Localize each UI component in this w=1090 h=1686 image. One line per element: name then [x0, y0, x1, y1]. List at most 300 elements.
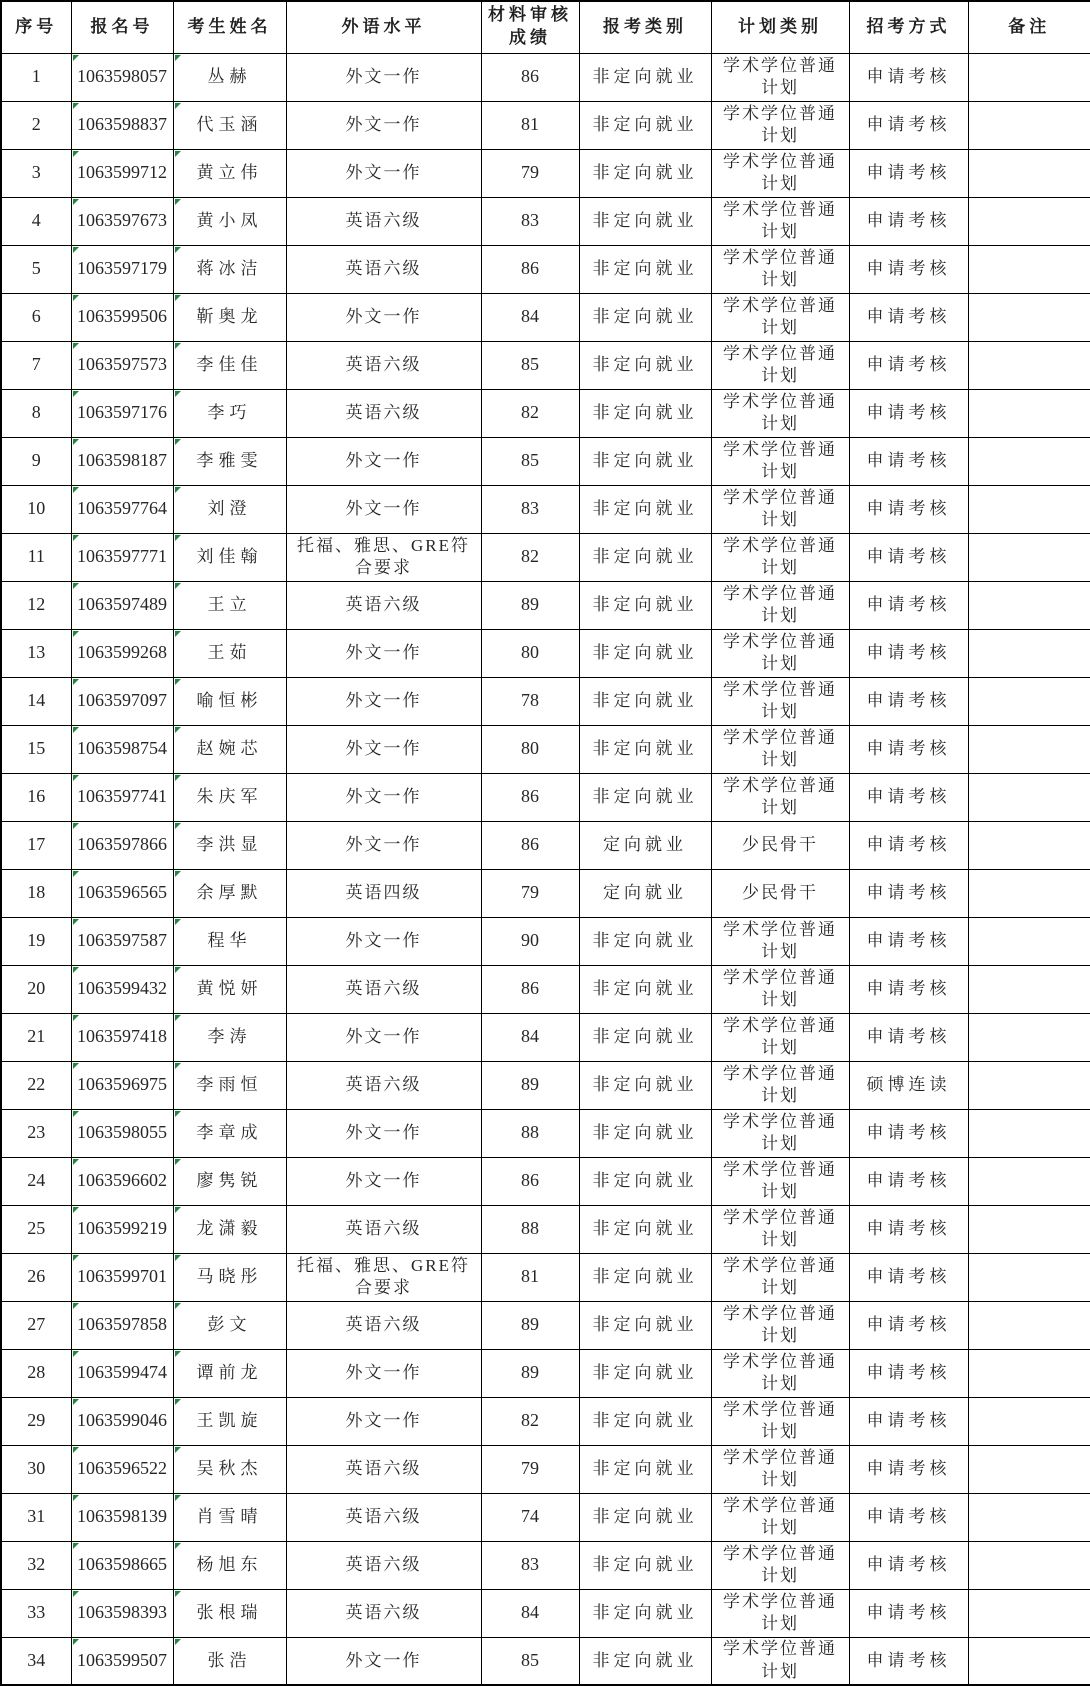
- cell-registration-number: [71, 821, 173, 869]
- cell-text: 英语六级: [345, 258, 422, 278]
- cell-text: 马晓彤: [196, 1266, 263, 1286]
- cell-text: 英语六级: [345, 594, 422, 614]
- cell-review-score: [481, 53, 579, 101]
- cell-review-score: [481, 677, 579, 725]
- excel-error-marker-icon: [73, 1111, 79, 1117]
- cell-text: 黄立伟: [196, 162, 263, 182]
- cell-text: 学术学位普通计划: [723, 247, 837, 289]
- excel-error-marker-icon: [73, 1495, 79, 1501]
- cell-registration-number: [71, 101, 173, 149]
- cell-index: [1, 773, 71, 821]
- cell-plan-category: [711, 1493, 849, 1541]
- excel-error-marker-icon: [175, 391, 181, 397]
- cell-text: 学术学位普通计划: [723, 199, 837, 241]
- cell-text: 申请考核: [866, 1410, 951, 1430]
- excel-error-marker-icon: [175, 1447, 181, 1453]
- cell-text: 1063596602: [77, 1170, 167, 1191]
- excel-error-marker-icon: [73, 439, 79, 445]
- cell-text: 非定向就业: [592, 1122, 698, 1142]
- cell-text: 申请考核: [866, 546, 951, 566]
- table-row: [1, 677, 1090, 725]
- cell-review-score: [481, 197, 579, 245]
- cell-remark: [968, 581, 1090, 629]
- table-row: [1, 1301, 1090, 1349]
- cell-review-score: [481, 485, 579, 533]
- cell-text: 学术学位普通计划: [723, 55, 837, 97]
- cell-text: 1063598057: [77, 66, 167, 87]
- cell-review-score: [481, 341, 579, 389]
- cell-recruitment-method: [849, 437, 968, 485]
- cell-text: 1063597489: [77, 594, 167, 615]
- cell-application-category: [579, 917, 711, 965]
- cell-text: 83: [521, 1554, 539, 1575]
- cell-remark: [968, 677, 1090, 725]
- cell-text: 86: [521, 834, 539, 855]
- excel-error-marker-icon: [73, 535, 79, 541]
- cell-text: 少民骨干: [742, 834, 818, 854]
- cell-index: [1, 437, 71, 485]
- cell-candidate-name: [173, 1205, 286, 1253]
- excel-error-marker-icon: [175, 823, 181, 829]
- table-row: [1, 917, 1090, 965]
- excel-error-marker-icon: [175, 1495, 181, 1501]
- cell-plan-category: [711, 773, 849, 821]
- cell-text: 申请考核: [866, 930, 951, 950]
- cell-review-score: [481, 1301, 579, 1349]
- cell-application-category: [579, 1253, 711, 1301]
- cell-text: 申请考核: [866, 450, 951, 470]
- cell-review-score: [481, 1637, 579, 1685]
- cell-text: 3: [31, 162, 41, 183]
- cell-text: 申请考核: [866, 690, 951, 710]
- cell-remark: [968, 1061, 1090, 1109]
- cell-text: 刘佳翰: [196, 546, 263, 566]
- cell-foreign-language-level: [286, 1253, 481, 1301]
- cell-application-category: [579, 821, 711, 869]
- cell-plan-category: [711, 1589, 849, 1637]
- excel-error-marker-icon: [73, 871, 79, 877]
- cell-text: 非定向就业: [592, 1410, 698, 1430]
- cell-text: 21: [27, 1026, 46, 1047]
- table-row: [1, 725, 1090, 773]
- table-row: [1, 1493, 1090, 1541]
- cell-text: 申请考核: [866, 1026, 951, 1046]
- excel-error-marker-icon: [73, 1639, 79, 1645]
- cell-review-score: [481, 1493, 579, 1541]
- cell-text: 外文一作: [345, 1170, 422, 1190]
- table-row: [1, 1541, 1090, 1589]
- cell-text: 外文一作: [345, 498, 422, 518]
- cell-text: 程华: [207, 930, 252, 950]
- col-header-foreign-language-level: 外语水平: [286, 1, 481, 53]
- cell-text: 王立: [207, 594, 252, 614]
- cell-foreign-language-level: [286, 1205, 481, 1253]
- cell-text: 英语六级: [345, 210, 422, 230]
- cell-text: 非定向就业: [592, 930, 698, 950]
- cell-text: 学术学位普通计划: [723, 103, 837, 145]
- excel-error-marker-icon: [175, 1111, 181, 1117]
- cell-foreign-language-level: [286, 341, 481, 389]
- excel-error-marker-icon: [175, 679, 181, 685]
- cell-text: 29: [27, 1410, 46, 1431]
- cell-text: 1063599712: [77, 162, 167, 183]
- cell-foreign-language-level: [286, 629, 481, 677]
- cell-remark: [968, 821, 1090, 869]
- cell-candidate-name: [173, 1349, 286, 1397]
- cell-remark: [968, 341, 1090, 389]
- excel-error-marker-icon: [175, 1303, 181, 1309]
- cell-index: [1, 1109, 71, 1157]
- cell-index: [1, 965, 71, 1013]
- cell-text: 81: [521, 1266, 539, 1287]
- cell-text: 黄小凤: [196, 210, 263, 230]
- table-row: [1, 1637, 1090, 1685]
- cell-text: 非定向就业: [592, 1074, 698, 1094]
- cell-text: 申请考核: [866, 402, 951, 422]
- cell-text: 89: [521, 1362, 539, 1383]
- excel-error-marker-icon: [175, 1015, 181, 1021]
- cell-text: 谭前龙: [196, 1362, 263, 1382]
- excel-error-marker-icon: [73, 1543, 79, 1549]
- cell-text: 11: [27, 546, 45, 567]
- cell-remark: [968, 149, 1090, 197]
- cell-text: 英语六级: [345, 354, 422, 374]
- cell-registration-number: [71, 917, 173, 965]
- cell-review-score: [481, 1061, 579, 1109]
- cell-registration-number: [71, 341, 173, 389]
- cell-text: 86: [521, 978, 539, 999]
- cell-foreign-language-level: [286, 437, 481, 485]
- cell-text: 李佳佳: [196, 354, 263, 374]
- cell-application-category: [579, 965, 711, 1013]
- cell-application-category: [579, 101, 711, 149]
- cell-remark: [968, 485, 1090, 533]
- cell-registration-number: [71, 1061, 173, 1109]
- cell-candidate-name: [173, 1061, 286, 1109]
- cell-text: 23: [27, 1122, 46, 1143]
- excel-error-marker-icon: [175, 1207, 181, 1213]
- cell-remark: [968, 1301, 1090, 1349]
- cell-foreign-language-level: [286, 965, 481, 1013]
- cell-application-category: [579, 1589, 711, 1637]
- excel-error-marker-icon: [73, 343, 79, 349]
- cell-text: 学术学位普通计划: [723, 343, 837, 385]
- cell-remark: [968, 1445, 1090, 1493]
- excel-error-marker-icon: [175, 871, 181, 877]
- cell-recruitment-method: [849, 197, 968, 245]
- cell-text: 学术学位普通计划: [723, 391, 837, 433]
- cell-foreign-language-level: [286, 1157, 481, 1205]
- cell-plan-category: [711, 1205, 849, 1253]
- excel-error-marker-icon: [73, 295, 79, 301]
- cell-text: 申请考核: [866, 1266, 951, 1286]
- cell-registration-number: [71, 1253, 173, 1301]
- cell-text: 89: [521, 594, 539, 615]
- cell-registration-number: [71, 149, 173, 197]
- cell-recruitment-method: [849, 1301, 968, 1349]
- cell-review-score: [481, 1253, 579, 1301]
- cell-foreign-language-level: [286, 197, 481, 245]
- cell-text: 1063597764: [77, 498, 167, 519]
- cell-text: 1063596565: [77, 882, 167, 903]
- cell-foreign-language-level: [286, 1493, 481, 1541]
- cell-text: 王茹: [207, 642, 252, 662]
- cell-review-score: [481, 917, 579, 965]
- excel-error-marker-icon: [175, 631, 181, 637]
- cell-text: 张根瑞: [196, 1602, 263, 1622]
- excel-error-marker-icon: [175, 1399, 181, 1405]
- cell-application-category: [579, 629, 711, 677]
- excel-error-marker-icon: [73, 1015, 79, 1021]
- cell-text: 李洪显: [196, 834, 263, 854]
- cell-text: 非定向就业: [592, 162, 698, 182]
- cell-plan-category: [711, 1301, 849, 1349]
- cell-index: [1, 581, 71, 629]
- cell-candidate-name: [173, 629, 286, 677]
- cell-application-category: [579, 1109, 711, 1157]
- cell-review-score: [481, 581, 579, 629]
- cell-text: 学术学位普通计划: [723, 583, 837, 625]
- cell-application-category: [579, 485, 711, 533]
- cell-plan-category: [711, 197, 849, 245]
- cell-recruitment-method: [849, 725, 968, 773]
- cell-plan-category: [711, 677, 849, 725]
- cell-text: 赵婉芯: [196, 738, 263, 758]
- cell-application-category: [579, 1493, 711, 1541]
- cell-text: 学术学位普通计划: [723, 1255, 837, 1297]
- cell-recruitment-method: [849, 629, 968, 677]
- cell-text: 1063599432: [77, 978, 167, 999]
- cell-text: 外文一作: [345, 450, 422, 470]
- cell-text: 学术学位普通计划: [723, 295, 837, 337]
- cell-text: 外文一作: [345, 690, 422, 710]
- cell-text: 非定向就业: [592, 498, 698, 518]
- cell-plan-category: [711, 581, 849, 629]
- cell-index: [1, 917, 71, 965]
- table-row: [1, 485, 1090, 533]
- cell-text: 申请考核: [866, 1170, 951, 1190]
- cell-text: 34: [27, 1649, 46, 1670]
- cell-remark: [968, 1349, 1090, 1397]
- cell-text: 19: [27, 930, 46, 951]
- cell-application-category: [579, 1541, 711, 1589]
- cell-text: 1063599046: [77, 1410, 167, 1431]
- cell-registration-number: [71, 1397, 173, 1445]
- cell-recruitment-method: [849, 677, 968, 725]
- cell-index: [1, 869, 71, 917]
- cell-text: 79: [521, 162, 539, 183]
- cell-plan-category: [711, 53, 849, 101]
- cell-text: 非定向就业: [592, 738, 698, 758]
- cell-text: 32: [27, 1554, 46, 1575]
- excel-error-marker-icon: [175, 151, 181, 157]
- cell-review-score: [481, 1589, 579, 1637]
- table-row: [1, 629, 1090, 677]
- cell-text: 非定向就业: [592, 1602, 698, 1622]
- cell-foreign-language-level: [286, 149, 481, 197]
- cell-index: [1, 1397, 71, 1445]
- table-row: [1, 1397, 1090, 1445]
- cell-text: 吴秋杰: [196, 1458, 263, 1478]
- cell-foreign-language-level: [286, 917, 481, 965]
- cell-candidate-name: [173, 677, 286, 725]
- cell-plan-category: [711, 1013, 849, 1061]
- cell-index: [1, 245, 71, 293]
- cell-review-score: [481, 1157, 579, 1205]
- cell-index: [1, 485, 71, 533]
- cell-text: 学术学位普通计划: [723, 967, 837, 1009]
- cell-text: 外文一作: [345, 1410, 422, 1430]
- excel-error-marker-icon: [175, 487, 181, 493]
- cell-text: 蒋冰洁: [196, 258, 263, 278]
- cell-text: 1063597176: [77, 402, 167, 423]
- cell-text: 学术学位普通计划: [723, 1591, 837, 1633]
- cell-text: 非定向就业: [592, 546, 698, 566]
- cell-text: 少民骨干: [742, 882, 818, 902]
- cell-remark: [968, 1253, 1090, 1301]
- cell-text: 86: [521, 1170, 539, 1191]
- table-row: [1, 1349, 1090, 1397]
- col-header-plan-category: 计划类别: [711, 1, 849, 53]
- cell-review-score: [481, 1013, 579, 1061]
- cell-text: 申请考核: [866, 1122, 951, 1142]
- cell-foreign-language-level: [286, 1109, 481, 1157]
- cell-candidate-name: [173, 1253, 286, 1301]
- cell-text: 外文一作: [345, 642, 422, 662]
- cell-text: 彭文: [207, 1314, 252, 1334]
- cell-recruitment-method: [849, 341, 968, 389]
- excel-error-marker-icon: [73, 1351, 79, 1357]
- cell-candidate-name: [173, 821, 286, 869]
- cell-text: 16: [27, 786, 46, 807]
- cell-text: 外文一作: [345, 786, 422, 806]
- cell-text: 英语四级: [345, 882, 422, 902]
- cell-review-score: [481, 293, 579, 341]
- cell-candidate-name: [173, 1493, 286, 1541]
- cell-text: 78: [521, 690, 539, 711]
- cell-remark: [968, 245, 1090, 293]
- table-row: [1, 101, 1090, 149]
- cell-index: [1, 1541, 71, 1589]
- cell-text: 学术学位普通计划: [723, 919, 837, 961]
- cell-remark: [968, 53, 1090, 101]
- cell-application-category: [579, 389, 711, 437]
- cell-text: 英语六级: [345, 1074, 422, 1094]
- cell-text: 硕博连读: [866, 1074, 951, 1094]
- cell-remark: [968, 389, 1090, 437]
- cell-text: 24: [27, 1170, 46, 1191]
- cell-text: 申请考核: [866, 882, 951, 902]
- cell-text: 学术学位普通计划: [723, 1495, 837, 1537]
- cell-recruitment-method: [849, 965, 968, 1013]
- table-row: [1, 581, 1090, 629]
- cell-text: 31: [27, 1506, 46, 1527]
- cell-application-category: [579, 1397, 711, 1445]
- cell-recruitment-method: [849, 1157, 968, 1205]
- cell-plan-category: [711, 1061, 849, 1109]
- cell-text: 1063598665: [77, 1554, 167, 1575]
- cell-text: 学术学位普通计划: [723, 727, 837, 769]
- cell-plan-category: [711, 821, 849, 869]
- cell-text: 14: [27, 690, 46, 711]
- excel-error-marker-icon: [73, 679, 79, 685]
- cell-candidate-name: [173, 1445, 286, 1493]
- cell-text: 1063596522: [77, 1458, 167, 1479]
- cell-text: 非定向就业: [592, 1218, 698, 1238]
- cell-text: 1063598139: [77, 1506, 167, 1527]
- cell-plan-category: [711, 1541, 849, 1589]
- excel-error-marker-icon: [73, 1255, 79, 1261]
- cell-recruitment-method: [849, 1061, 968, 1109]
- cell-plan-category: [711, 149, 849, 197]
- cell-application-category: [579, 1445, 711, 1493]
- cell-remark: [968, 1541, 1090, 1589]
- cell-text: 黄悦妍: [196, 978, 263, 998]
- cell-registration-number: [71, 1445, 173, 1493]
- cell-text: 10: [27, 498, 46, 519]
- excel-error-marker-icon: [175, 919, 181, 925]
- cell-text: 非定向就业: [592, 1314, 698, 1334]
- cell-application-category: [579, 149, 711, 197]
- cell-text: 学术学位普通计划: [723, 775, 837, 817]
- cell-index: [1, 1349, 71, 1397]
- cell-candidate-name: [173, 965, 286, 1013]
- cell-text: 非定向就业: [592, 210, 698, 230]
- cell-text: 30: [27, 1458, 46, 1479]
- excel-error-marker-icon: [73, 775, 79, 781]
- excel-error-marker-icon: [73, 727, 79, 733]
- table-body: [1, 53, 1090, 1685]
- cell-index: [1, 1253, 71, 1301]
- cell-text: 9: [31, 450, 41, 471]
- cell-text: 李雨恒: [196, 1074, 263, 1094]
- table-row: [1, 869, 1090, 917]
- cell-text: 学术学位普通计划: [723, 1111, 837, 1153]
- cell-plan-category: [711, 629, 849, 677]
- cell-index: [1, 101, 71, 149]
- cell-foreign-language-level: [286, 533, 481, 581]
- cell-text: 英语六级: [345, 1218, 422, 1238]
- cell-text: 朱庆军: [196, 786, 263, 806]
- cell-candidate-name: [173, 389, 286, 437]
- cell-foreign-language-level: [286, 1013, 481, 1061]
- cell-application-category: [579, 869, 711, 917]
- excel-error-marker-icon: [73, 631, 79, 637]
- cell-application-category: [579, 1637, 711, 1685]
- cell-registration-number: [71, 965, 173, 1013]
- cell-candidate-name: [173, 773, 286, 821]
- cell-review-score: [481, 1397, 579, 1445]
- cell-text: 外文一作: [345, 66, 422, 86]
- cell-foreign-language-level: [286, 101, 481, 149]
- table-row: [1, 389, 1090, 437]
- cell-text: 5: [31, 258, 41, 279]
- cell-application-category: [579, 533, 711, 581]
- cell-index: [1, 1589, 71, 1637]
- cell-text: 非定向就业: [592, 450, 698, 470]
- cell-index: [1, 341, 71, 389]
- cell-text: 79: [521, 882, 539, 903]
- cell-text: 13: [27, 642, 46, 663]
- cell-foreign-language-level: [286, 581, 481, 629]
- cell-application-category: [579, 773, 711, 821]
- cell-text: 非定向就业: [592, 114, 698, 134]
- cell-recruitment-method: [849, 485, 968, 533]
- cell-registration-number: [71, 1541, 173, 1589]
- cell-text: 学术学位普通计划: [723, 679, 837, 721]
- table-row: [1, 341, 1090, 389]
- cell-text: 8: [31, 402, 41, 423]
